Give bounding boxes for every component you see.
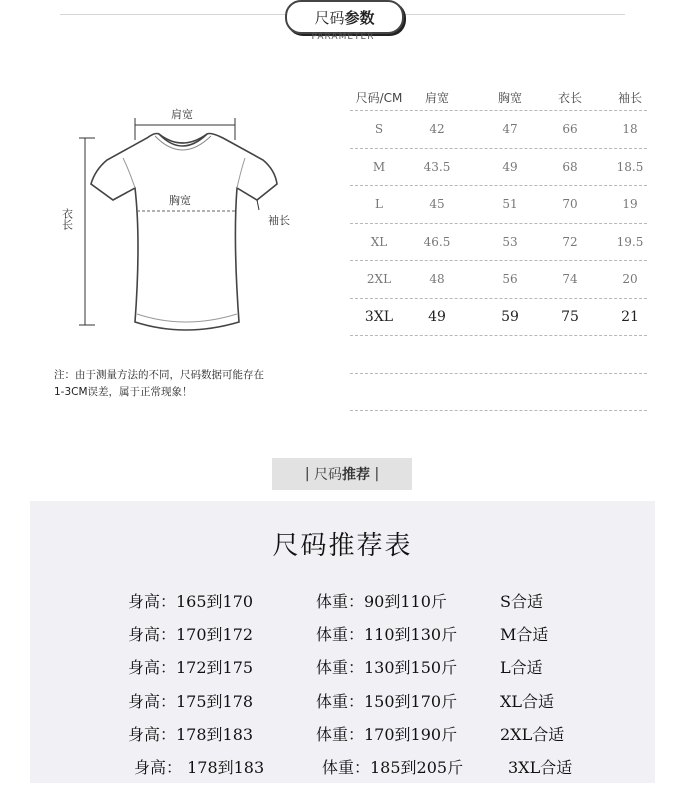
header-length: 衣长: [557, 90, 582, 105]
header-chest: 胸宽: [497, 90, 522, 105]
cell-chest: 56: [502, 272, 518, 287]
rec-height: 身高： 178到183: [134, 758, 265, 777]
length-label: 衣长: [60, 208, 74, 230]
rec-height: 身高：170到172: [128, 625, 254, 644]
cell-length: 66: [562, 122, 578, 137]
header-sleeve: 袖长: [617, 90, 642, 105]
size-table: [350, 84, 647, 411]
list-item: [0, 655, 685, 685]
rec-weight: 体重：90到110斤: [316, 592, 447, 611]
rec-weight: 体重：170到190斤: [316, 725, 458, 744]
cell-length: 70: [562, 197, 578, 212]
cell-chest: 49: [502, 159, 518, 174]
table-row: [350, 111, 647, 149]
rec-height: 身高：172到175: [128, 658, 254, 677]
rec-height: 身高：178到183: [128, 725, 254, 744]
cell-shoulder: 42: [429, 122, 445, 137]
cell-sleeve: 21: [621, 308, 639, 325]
cell-sleeve: 20: [622, 272, 638, 287]
cell-size: 3XL: [364, 308, 394, 325]
cell-size: M: [372, 159, 386, 174]
cell-chest: 53: [502, 234, 518, 249]
cell-sleeve: 18.5: [616, 159, 644, 174]
table-row: [350, 186, 647, 224]
table-row: [350, 224, 647, 262]
cell-shoulder: 45: [429, 197, 445, 212]
sleeve-label: 袖长: [268, 214, 290, 227]
rec-size: 2XL合适: [500, 725, 565, 744]
pill-bar-left: |: [304, 466, 314, 482]
cell-size: S: [374, 122, 384, 137]
rec-height: 身高：165到170: [128, 592, 254, 611]
shoulder-label: 肩宽: [171, 108, 193, 121]
measurement-note: [54, 367, 324, 401]
list-item: [0, 622, 685, 652]
pill-thin: 尺码: [314, 467, 342, 483]
cell-chest: 47: [502, 122, 518, 137]
table-row: [350, 299, 647, 337]
cell-shoulder: 49: [428, 308, 446, 325]
rec-size: M合适: [500, 625, 549, 644]
note-line-2: 1-3CM误差，属于正常现象！: [54, 386, 193, 398]
tshirt-diagram: [55, 100, 295, 340]
rec-weight: 体重：185到205斤: [322, 758, 464, 777]
cell-size: 2XL: [366, 272, 392, 287]
sleeve-measure-line: [257, 200, 259, 210]
cell-size: L: [375, 197, 383, 212]
size-table-header: [350, 84, 647, 111]
list-item: [0, 589, 685, 619]
cell-length: 72: [562, 234, 578, 249]
rec-size: 3XL合适: [508, 758, 573, 777]
pill-bold: 推荐: [342, 467, 370, 483]
list-item: [0, 755, 685, 785]
table-row: [350, 261, 647, 299]
cell-chest: 51: [502, 197, 518, 212]
cell-sleeve: 19: [622, 197, 638, 212]
section-title-parameter: [285, 0, 404, 34]
section-title-thin: 尺码: [314, 8, 345, 27]
cell-shoulder: 48: [429, 272, 445, 287]
header-divider-left: [60, 14, 290, 15]
cell-sleeve: 19.5: [616, 234, 644, 249]
rec-weight: 体重：150到170斤: [316, 692, 458, 711]
rec-weight: 体重：110到130斤: [316, 625, 458, 644]
section-title-recommend: [272, 458, 412, 490]
cell-length: 68: [562, 159, 578, 174]
table-row: [350, 149, 647, 187]
section-title-bold: 参数: [344, 8, 375, 27]
header-shoulder: 肩宽: [424, 90, 449, 105]
rec-size: S合适: [500, 592, 543, 611]
rec-size: XL合适: [500, 692, 555, 711]
cell-length: 74: [562, 272, 578, 287]
cell-length: 75: [561, 308, 579, 325]
cell-shoulder: 43.5: [423, 159, 451, 174]
section-subtitle: PARAMETER: [311, 32, 375, 42]
tshirt-outline: [91, 134, 277, 331]
header-divider-right: [395, 14, 625, 15]
table-row-empty: [350, 336, 647, 374]
recommend-title: 尺码推荐表: [272, 531, 413, 561]
note-line-1: 注：由于测量方法的不同，尺码数据可能存在: [54, 369, 264, 381]
chest-label: 胸宽: [169, 194, 191, 207]
table-row-empty: [350, 374, 647, 412]
rec-height: 身高：175到178: [128, 692, 254, 711]
rec-weight: 体重：130到150斤: [316, 658, 458, 677]
cell-shoulder: 46.5: [423, 234, 451, 249]
cell-size: XL: [370, 234, 388, 249]
cell-chest: 59: [501, 308, 519, 325]
pill-bar-right: |: [370, 466, 380, 482]
list-item: [0, 689, 685, 719]
list-item: [0, 722, 685, 752]
header-size: 尺码/CM: [355, 90, 403, 105]
cell-sleeve: 18: [622, 122, 638, 137]
rec-size: L合适: [500, 658, 543, 677]
